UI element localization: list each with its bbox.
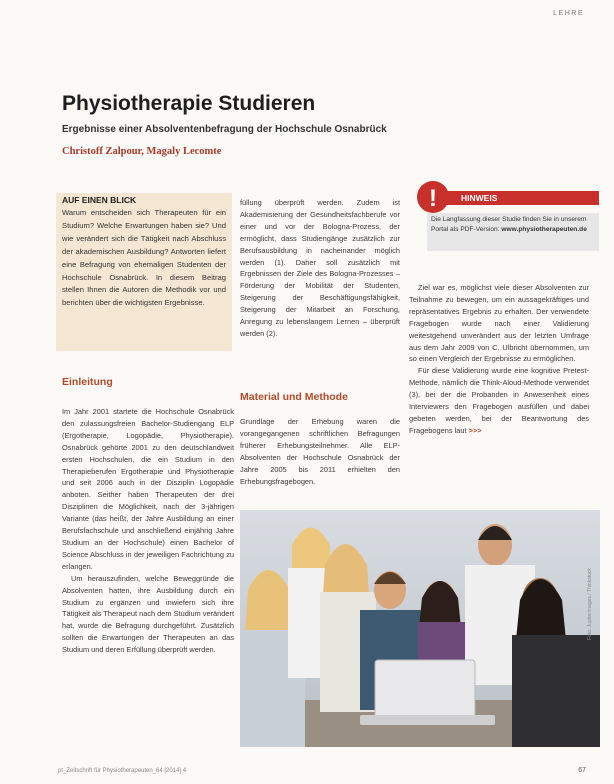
heading-material-methode: Material und Methode bbox=[240, 391, 348, 403]
hinweis-content bbox=[427, 213, 599, 251]
hinweis-header bbox=[409, 185, 599, 212]
column-2-bottom bbox=[240, 416, 400, 487]
at-a-glance-box bbox=[56, 193, 232, 351]
material-text: Grundlage der Erhebung waren die vorangegangenen schriftlichen Befragungen früherer Erhebungsteilnehmer. Alle ELP-Absolventen der Hochschule Osnabrück der Jahre 2005 bis 2011 erhielten den Erhebungsfragebogen. bbox=[240, 417, 400, 486]
hinweis-box bbox=[409, 185, 599, 263]
hinweis-label: HINWEIS bbox=[447, 191, 599, 205]
photo-credit: Foto: Jupiterimages / Thinkstock bbox=[587, 568, 593, 640]
continue-arrow: >>> bbox=[468, 425, 482, 435]
column-3-text-2 bbox=[409, 365, 589, 436]
heading-einleitung: Einleitung bbox=[62, 376, 113, 388]
at-a-glance-heading: AUF EINEN BLICK bbox=[62, 195, 137, 205]
column-2-top bbox=[240, 197, 400, 340]
article-title: Physiotherapie Studieren bbox=[62, 92, 316, 115]
footer-journal: pt_Zeitschrift für Physiotherapeuten_64 [2014] 4 bbox=[58, 768, 187, 774]
einleitung-text: Im Jahr 2001 startete die Hochschule Osnabrück den zulassungsfreien Bachelor-Studiengang ELP (Ergotherapie, Logopädie, Physiotherapie). Osnabrück gehörte 2001 zu den deutschlandweit ersten Hochschulen, die ein Studium in den Therapieberufen Ergotherapie und Physiotherapie und seit 2006 auch in der Disziplin Logopädie anboten. Seither haben Therapeuten der drei Disziplinen die Möglichkeit, nach der 3-jährigen Variante (das heißt, der Jahre Ausbildung an einer Berufsfachschule und anschließend einjährig Jahre Studium an der Hochschule) einen Bachelor of Science Abschluss in der jeweiligen Fachrichtung zu erlangen. bbox=[62, 407, 234, 571]
laptop bbox=[360, 660, 495, 725]
students-photo bbox=[240, 510, 600, 747]
exclamation-glyph: ! bbox=[429, 185, 437, 212]
photo-illustration bbox=[240, 510, 600, 747]
column-3-body bbox=[409, 282, 589, 437]
column-2-top-text: füllung überprüft werden. Zudem ist Akademisierung der Gesundheitsfachberufe vor einer und vor der Bologna-Prozess, der ermöglicht, dass Studiengänge zusätzlich zur Berufsausbildung in nacheinander möglich werden (1). Daher soll zusätzlich mit Ergebnissen der Ziele des Bologna-Prozesses – Förderung der Mobilität der Studenten, Steigerung der Beschäftigungsfähigkeit, Steigerung der Mitarbeit an Forschung, Anregung zu lebenslangem Lernen – überprüft werden (2). bbox=[240, 198, 400, 338]
hinweis-text: Die Langfassung dieser Studie finden Sie in unserem Portal als PDF-Version: bbox=[431, 216, 587, 233]
column-3-text: Ziel war es, möglichst viele dieser Absolventen zur Teilnahme zu bewegen, um ein aussagekräftiges und repräsentatives Ergebnis zu erhalten. Der verwendete Fragebogen wurde nach einer Validierung weitestgehend unverändert aus der letzten Umfrage aus dem Jahr 2009 von C. Ulbricht übernommen, um so einen Vergleich der Ergebnisse zu ermöglichen. bbox=[409, 283, 589, 364]
section-label: LEHRE bbox=[553, 10, 584, 17]
page-number: 67 bbox=[578, 767, 586, 774]
article-subtitle: Ergebnisse einer Absolventenbefragung der Hochschule Osnabrück bbox=[62, 124, 387, 135]
einleitung-text-2: Um herauszufinden, welche Beweggründe die Absolventen hatten, ihre Ausbildung durch ein Studium zu ergänzen und inwiefern sich ihre Tätigkeit als Therapeut nach dem Studium verändert hat, wurde die Befragung durchgeführt. Zusätzlich sollten die Erwartungen der Therapeuten an das Studium und deren Erfüllung überprüft werden. bbox=[62, 573, 234, 655]
hinweis-link[interactable]: www.physiotherapeuten.de bbox=[501, 225, 587, 233]
article-authors: Christoff Zalpour, Magaly Lecomte bbox=[62, 146, 222, 157]
at-a-glance-text: Warum entscheiden sich Therapeuten für ein Studium? Welche Erwartungen haben sie? Und wie verändert sich die Tätigkeit nach Abschluss der akademischen Ausbildung? Antworten liefert eine Befragung von ehemaligen Studenten der Hochschule Osnabrück. In diesem Beitrag stellen Ihnen die Autoren die Methodik vor und berichten über die wichtigsten Ergebnisse. bbox=[62, 208, 226, 308]
column-3-text-2-content: Für diese Validierung wurde eine kognitive Pretest-Methode, nämlich die Think-Aloud-Methode verwendet (3), bei der die Probanden in Anwesenheit eines Interviewers den Fragebogen ausfüllen und dabei gebeten werden, bei der Beantwortung des Fragebogens laut bbox=[409, 366, 589, 435]
column-1-body bbox=[62, 406, 234, 656]
